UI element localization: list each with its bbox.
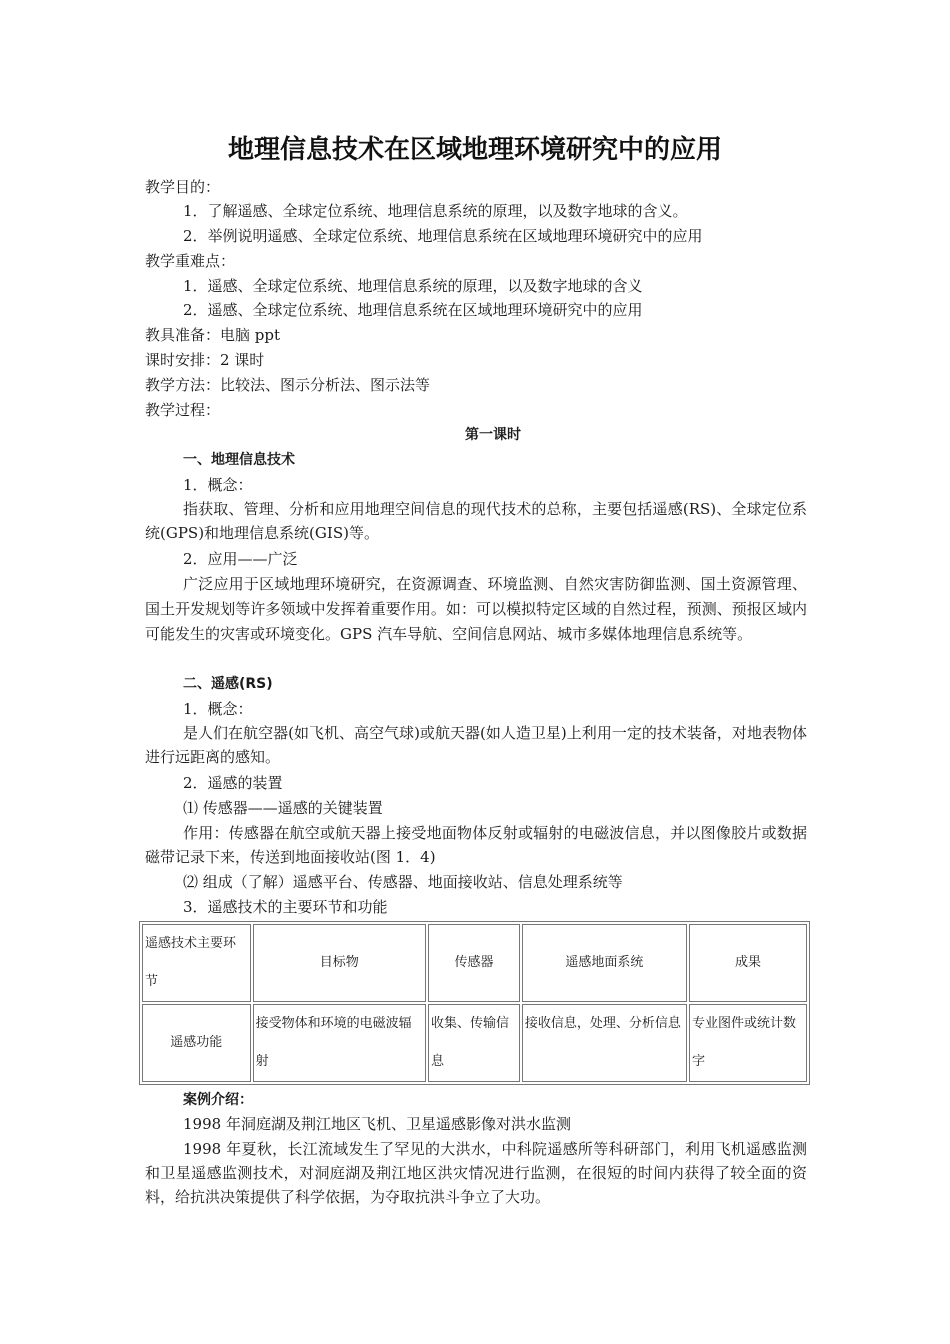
table-header-row [142,924,807,1002]
table-cell: 遥感功能 [142,1004,251,1082]
table-header-cell: 传感器 [428,924,520,1002]
goal-item-1: 1．了解遥感、全球定位系统、地理信息系统的原理，以及数字地球的含义。 [183,202,688,220]
case-heading: 案例介绍： [183,1092,253,1108]
table-header-cell: 目标物 [253,924,426,1002]
document-title: 地理信息技术在区域地理环境研究中的应用 [227,135,722,165]
table-row [142,1004,807,1082]
key-point-2: 2．遥感、全球定位系统、地理信息系统在区域地理环境研究中的应用 [183,301,643,319]
key-points-heading: 教学重难点： [145,252,236,270]
section-2-heading: 二、遥感(RS) [183,676,273,692]
section-1-heading: 一、地理信息技术 [183,452,295,468]
key-point-1: 1．遥感、全球定位系统、地理信息系统的原理，以及数字地球的含义 [183,277,643,295]
table-cell: 专业图件或统计数字 [689,1004,807,1082]
tools-line: 教具准备：电脑 ppt [145,326,281,344]
lesson-heading: 第一课时 [465,427,521,443]
table-cell: 收集、传输信息 [428,1004,520,1082]
concept-1-label: 1．概念： [183,476,253,494]
steps-heading: 3．遥感技术的主要环节和功能 [183,898,388,916]
method-line: 教学方法：比较法、图示分析法、图示法等 [145,376,431,394]
goal-heading: 教学目的： [145,178,221,196]
table-cell: 接收信息，处理、分析信息 [522,1004,687,1082]
composition-line: ⑵ 组成（了解）遥感平台、传感器、地面接收站、信息处理系统等 [183,873,623,891]
sensor-effect-text: 作用：传感器在航空或航天器上接受地面物体反射或辐射的电磁波信息，并以图像胶片或数据磁带记录下来，传送到地面接收站(图 1．4) [145,824,807,866]
sensor-line: ⑴ 传感器——遥感的关键装置 [183,799,383,817]
application-text: 广泛应用于区域地理环境研究，在资源调查、环境监测、自然灾害防御监测、国土资源管理、国土开发规划等许多领域中发挥着重要作用。如：可以模拟特定区域的自然过程，预测、预报区域内可能发生的灾害或环境变化。GPS 汽车导航、空间信息网站、城市多媒体地理信息系统等。 [145,575,807,643]
case-text: 1998 年夏秋，长江流域发生了罕见的大洪水，中科院遥感所等科研部门，利用飞机遥感监测和卫星遥感监测技术，对洞庭湖及荆江地区洪灾情况进行监测，在很短的时间内获得了较全面的资料，给抗洪决策提供了科学依据，为夺取抗洪斗争立了大功。 [145,1140,807,1206]
concept-1-text: 指获取、管理、分析和应用地理空间信息的现代技术的总称，主要包括遥感(RS)、全球定位系统(GPS)和地理信息系统(GIS)等。 [145,500,807,542]
concept-2-text: 是人们在航空器(如飞机、高空气球)或航天器(如人造卫星)上利用一定的技术装备，对地表物体进行远距离的感知。 [145,724,807,766]
process-heading: 教学过程： [145,401,221,419]
remote-sensing-table [139,921,810,1085]
application-label: 2．应用——广泛 [183,550,298,568]
case-title: 1998 年洞庭湖及荆江地区飞机、卫星遥感影像对洪水监测 [183,1115,571,1133]
table-header-cell: 遥感地面系统 [522,924,687,1002]
concept-2-label: 1．概念： [183,700,253,718]
table-header-cell: 成果 [689,924,807,1002]
table-cell: 接受物体和环境的电磁波辐射 [253,1004,426,1082]
device-label: 2．遥感的装置 [183,774,283,792]
table-header-cell: 遥感技术主要环节 [142,924,251,1002]
goal-item-2: 2．举例说明遥感、全球定位系统、地理信息系统在区域地理环境研究中的应用 [183,227,703,245]
hours-line: 课时安排：2 课时 [145,351,265,369]
